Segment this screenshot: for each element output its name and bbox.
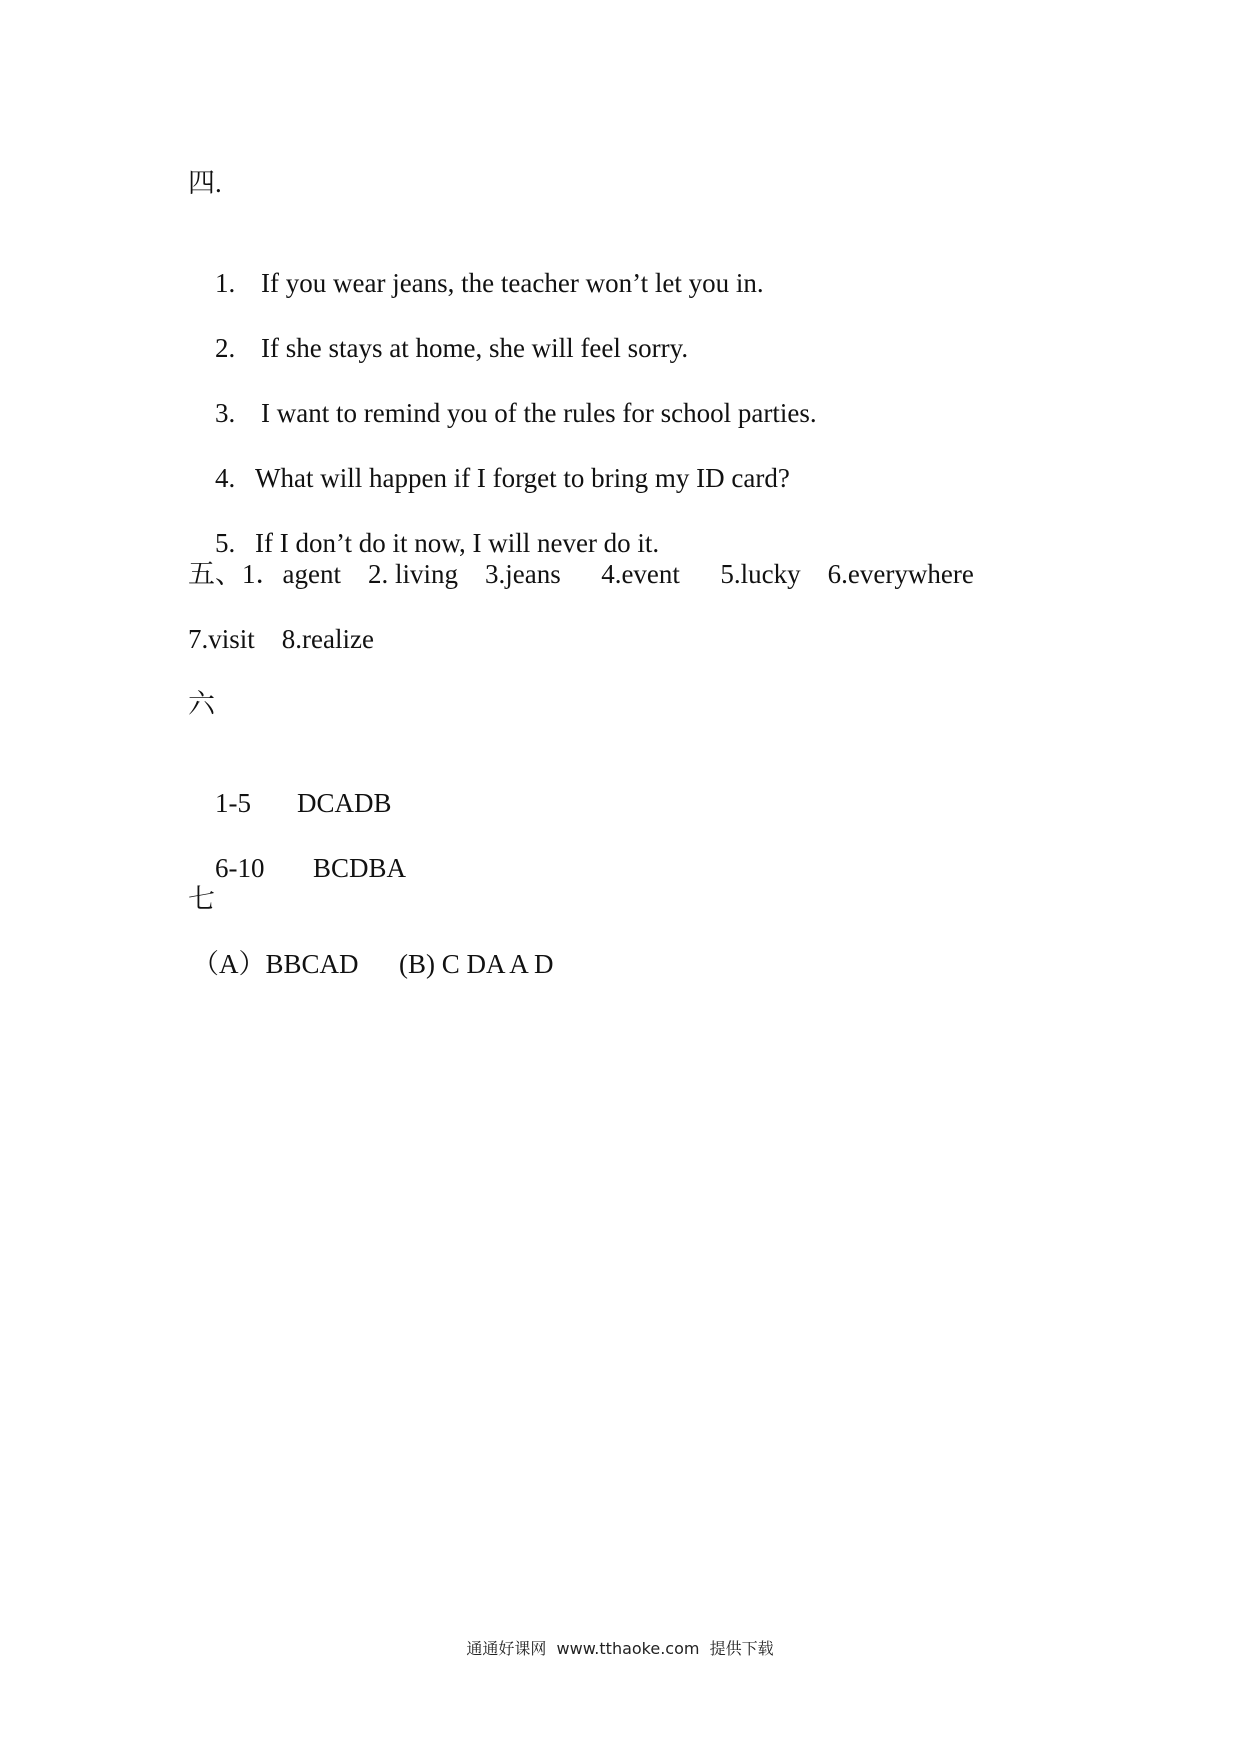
section-7-heading: 七 [188, 884, 215, 914]
item-number: 2. [215, 333, 236, 363]
item-number: 4. [215, 463, 236, 493]
item-number: 3. [215, 398, 236, 428]
answer-letters: DCADB [297, 788, 392, 818]
item-text: What will happen if I forget to bring my ID card? [255, 463, 790, 493]
section-6-heading: 六 [188, 689, 215, 719]
item-text: I want to remind you of the rules for school parties. [261, 398, 817, 428]
section-5-line-1: 五、1．agent 2. living 3.jeans 4.event 5.lucky 6.everywhere [188, 559, 974, 589]
answer-range: 6-10 [215, 853, 265, 883]
item-text: If I don’t do it now, I will never do it. [255, 528, 660, 558]
section-7-answers: （A）BBCAD (B) C DA A D [192, 949, 554, 979]
item-number: 1. [215, 268, 236, 298]
answer-letters: BCDBA [313, 853, 407, 883]
section-4-heading: 四. [188, 168, 222, 198]
answer-range: 1-5 [215, 788, 251, 818]
item-text: If you wear jeans, the teacher won’t let you in. [261, 268, 764, 298]
section-5-line-2: 7.visit 8.realize [188, 624, 374, 654]
item-text: If she stays at home, she will feel sorry. [261, 333, 689, 363]
page-footer: 通通好课网 www.tthaoke.com 提供下载 [466, 1639, 774, 1658]
item-number: 5. [215, 528, 236, 558]
section-6-row-2 [188, 817, 406, 919]
